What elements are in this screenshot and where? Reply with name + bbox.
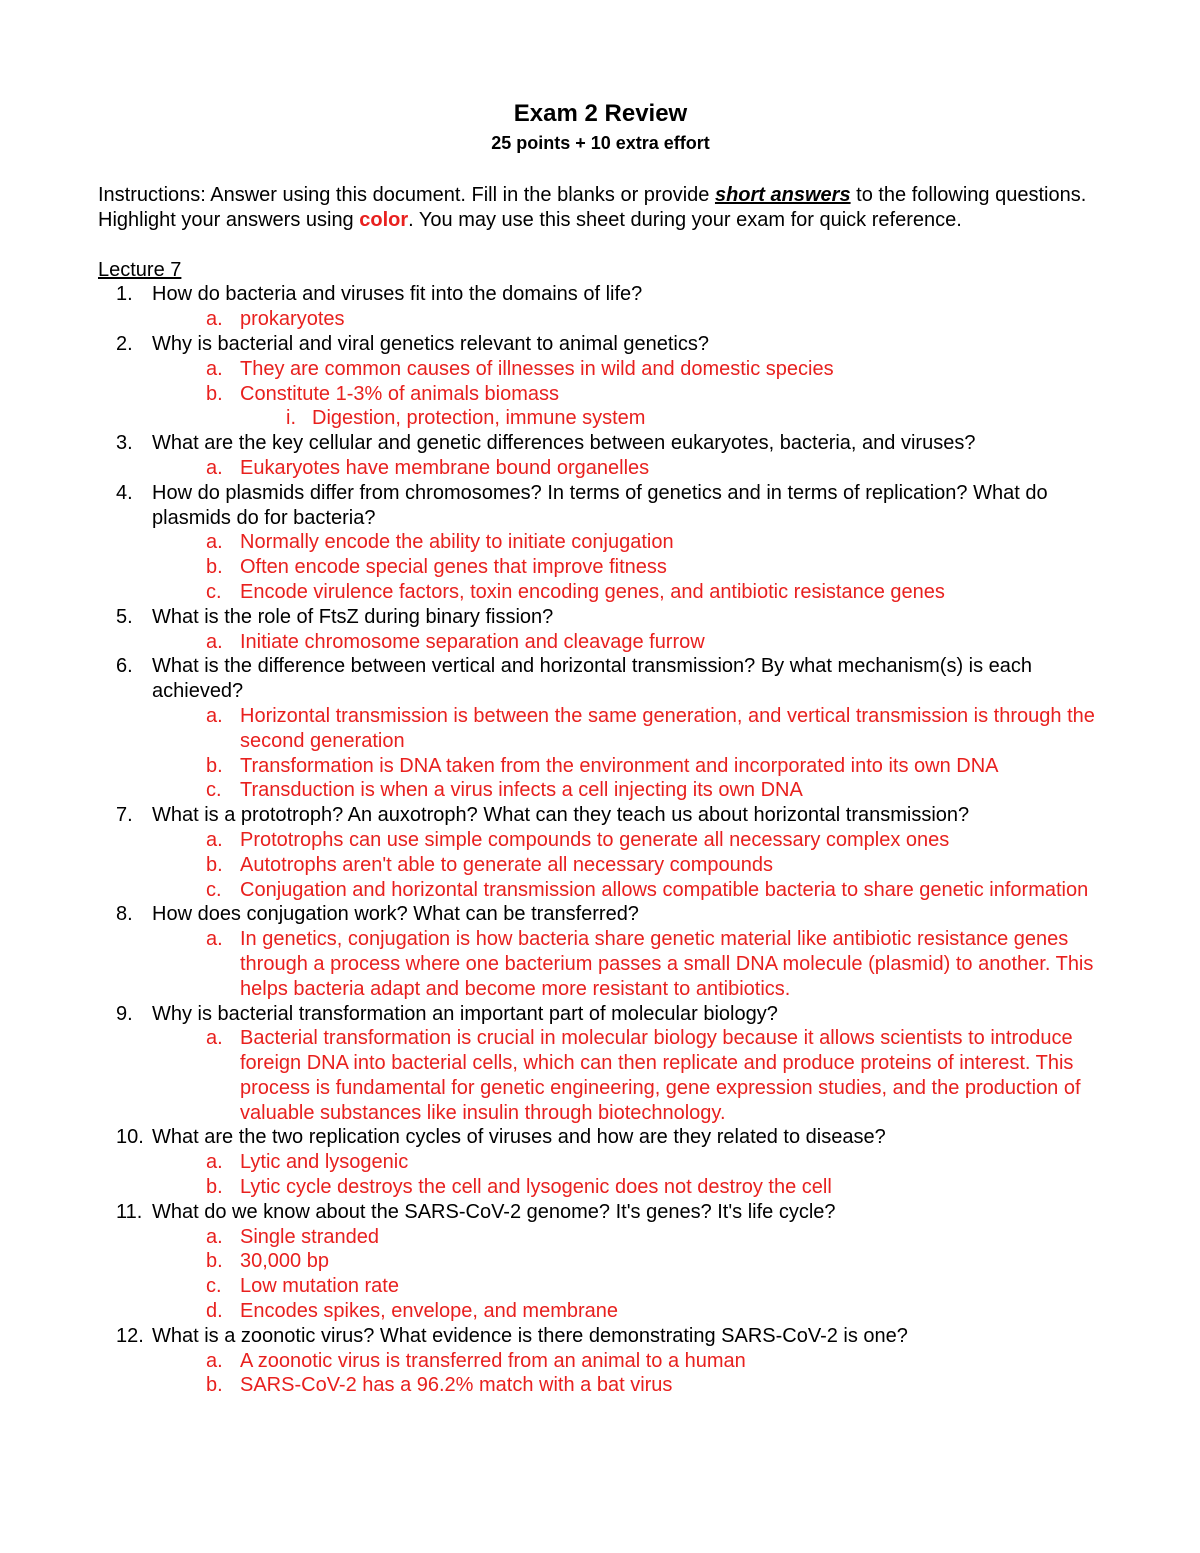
answer-list [152,630,1103,655]
answer-list [152,828,1103,902]
question-text: How do bacteria and viruses fit into the domains of life? [152,283,643,306]
question-list [98,282,1103,1398]
question-item [98,605,1103,655]
lecture-heading: Lecture 7 [98,258,182,281]
instructions-text-2: to the following questions. Highlight your answers using [98,184,1087,231]
answer-item [98,530,1103,555]
question-number: 2. [116,332,133,355]
question-item [98,431,1103,481]
answer-item [98,555,1103,580]
answer-letter: b. [206,1176,223,1199]
answer-text: Encodes spikes, envelope, and membrane [240,1300,619,1323]
answer-letter: a. [206,357,223,380]
question-text: What are the two replication cycles of viruses and how are they related to disease? [152,1126,886,1149]
answer-text: SARS-CoV-2 has a 96.2% match with a bat virus [240,1374,673,1397]
answer-text: prokaryotes [240,308,345,331]
question-number: 4. [116,481,133,504]
question-text: What is the role of FtsZ during binary fission? [152,605,554,628]
answer-item [98,853,1103,878]
answer-letter: a. [206,456,223,479]
question-number: 11. [116,1200,143,1223]
question-item [98,332,1103,431]
answer-list [152,307,1103,332]
answer-item [98,357,1103,382]
answer-item [98,1026,1103,1125]
instructions-text-3: . You may use this sheet during your exam for quick reference. [408,208,962,231]
answer-item [98,456,1103,481]
question-item [98,1200,1103,1324]
answer-text: Conjugation and horizontal transmission allows compatible bacteria to share genetic information [240,878,1089,901]
question-number: 5. [116,605,133,628]
document-page [98,100,1103,1398]
question-number: 6. [116,655,133,678]
answer-list [152,357,1103,431]
answer-letter: a. [206,1225,223,1248]
answer-letter: b. [206,1374,223,1397]
answer-item [98,704,1103,754]
answer-letter: a. [206,1151,223,1174]
answer-item [98,778,1103,803]
answer-letter: c. [206,580,222,603]
question-item [98,654,1103,803]
answer-text: A zoonotic virus is transferred from an animal to a human [240,1349,746,1372]
question-item [98,803,1103,902]
question-number: 10. [116,1126,144,1149]
answer-letter: a. [206,531,223,554]
answer-list [152,927,1103,1001]
answer-letter: b. [206,382,223,405]
question-text: How does conjugation work? What can be transferred? [152,903,639,926]
answer-item [98,630,1103,655]
answer-text: They are common causes of illnesses in wild and domestic species [240,357,834,380]
answer-letter: c. [206,779,222,802]
answer-letter: a. [206,1027,223,1050]
answer-text: Autotrophs aren't able to generate all necessary compounds [240,853,774,876]
answer-text: Low mutation rate [240,1275,399,1298]
answer-list [152,1225,1103,1324]
question-number: 7. [116,804,133,827]
answer-text: Initiate chromosome separation and cleavage furrow [240,630,705,653]
answer-list [152,456,1103,481]
question-number: 12. [116,1324,144,1347]
answer-text: Normally encode the ability to initiate conjugation [240,531,674,554]
page-subtitle: 25 points + 10 extra effort [491,133,710,153]
answer-item [98,754,1103,779]
answer-letter: c. [206,1275,222,1298]
question-item [98,481,1103,605]
answer-item [98,1249,1103,1274]
instructions [98,183,1103,233]
answer-subitem-number: i. [286,407,296,430]
answer-item [98,1175,1103,1200]
answer-subitem [98,406,1103,431]
question-text: Why is bacterial transformation an important part of molecular biology? [152,1002,778,1025]
answer-letter: a. [206,828,223,851]
answer-text: Eukaryotes have membrane bound organelles [240,456,650,479]
question-number: 3. [116,432,133,455]
instructions-emphasis: short answers [714,184,851,206]
answer-letter: a. [206,308,223,331]
answer-item [98,1349,1103,1374]
answer-letter: b. [206,556,223,579]
question-item [98,902,1103,1001]
answer-list [152,1150,1103,1200]
answer-text: Single stranded [240,1225,379,1248]
answer-text: Horizontal transmission is between the same generation, and vertical transmission is through the second generation [240,704,1095,752]
answer-text: Prototrophs can use simple compounds to generate all necessary complex ones [240,828,950,851]
answer-text: Often encode special genes that improve fitness [240,556,667,579]
question-text: How do plasmids differ from chromosomes? In terms of genetics and in terms of replication? What do plasmids do for bacteria? [152,481,1048,529]
answer-letter: c. [206,878,222,901]
answer-item [98,307,1103,332]
answer-text: Constitute 1-3% of animals biomass [240,382,560,405]
answer-item [98,1274,1103,1299]
answer-item [98,1373,1103,1398]
answer-subitem-text: Digestion, protection, immune system [312,407,646,430]
answer-letter: b. [206,754,223,777]
answer-item [98,927,1103,1001]
answer-item [98,1299,1103,1324]
question-number: 1. [116,283,133,306]
answer-letter: b. [206,1250,223,1273]
answer-text: Transformation is DNA taken from the environment and incorporated into its own DNA [240,754,999,777]
instructions-color-word: color [359,208,409,231]
answer-text: Encode virulence factors, toxin encoding genes, and antibiotic resistance genes [240,580,945,603]
page-title: Exam 2 Review [513,100,688,127]
answer-text: Transduction is when a virus infects a cell injecting its own DNA [240,779,803,802]
answer-letter: a. [206,704,223,727]
answer-item [98,1225,1103,1250]
question-number: 9. [116,1002,133,1025]
answer-item [98,878,1103,903]
question-text: What is a zoonotic virus? What evidence is there demonstrating SARS-CoV-2 is one? [152,1324,908,1347]
question-text: What is a prototroph? An auxotroph? What can they teach us about horizontal transmission? [152,804,970,827]
instructions-text-1: Instructions: Answer using this document. Fill in the blanks or provide [98,184,715,206]
question-item [98,1324,1103,1398]
answer-letter: b. [206,853,223,876]
answer-text: In genetics, conjugation is how bacteria share genetic material like antibiotic resistance genes through a process where one bacterium passes a small DNA molecule (plasmid) to another. This helps bacteria adapt and become more resistant to antibiotics. [240,928,1094,1000]
question-number: 8. [116,903,133,926]
answer-letter: d. [206,1300,223,1323]
question-text: What are the key cellular and genetic differences between eukaryotes, bacteria, and viruses? [152,432,976,455]
question-item [98,1125,1103,1199]
answer-text: 30,000 bp [240,1250,329,1273]
answer-letter: a. [206,630,223,653]
answer-letter: a. [206,928,223,951]
answer-item [98,828,1103,853]
answer-item [98,1150,1103,1175]
answer-item [98,580,1103,605]
answer-list [152,1026,1103,1125]
question-item [98,282,1103,332]
answer-list [152,704,1103,803]
answer-list [152,530,1103,604]
answer-letter: a. [206,1349,223,1372]
answer-text: Bacterial transformation is crucial in molecular biology because it allows scientists to introduce foreign DNA into bacterial cells, which can then replicate and produce proteins of interest. This process is fundamental for genetic engineering, gene expression studies, and the production of valuable substances like insulin through biotechnology. [240,1027,1081,1124]
question-text: What do we know about the SARS-CoV-2 genome? It's genes? It's life cycle? [152,1200,836,1223]
question-item [98,1002,1103,1126]
answer-item [98,382,1103,407]
answer-text: Lytic cycle destroys the cell and lysogenic does not destroy the cell [240,1176,832,1199]
answer-list [152,1349,1103,1399]
answer-text: Lytic and lysogenic [240,1151,409,1174]
question-text: What is the difference between vertical and horizontal transmission? By what mechanism(s) is each achieved? [152,655,1033,703]
question-text: Why is bacterial and viral genetics relevant to animal genetics? [152,332,709,355]
